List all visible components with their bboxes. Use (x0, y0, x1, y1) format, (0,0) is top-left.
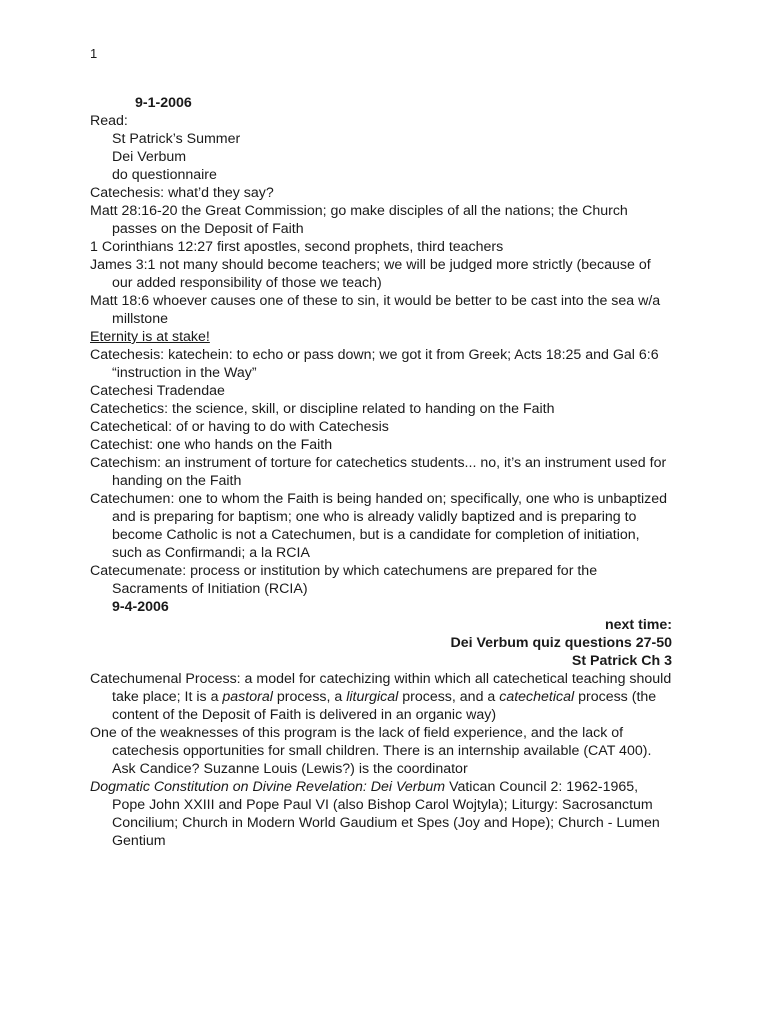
note-entry: 1 Corinthians 12:27 first apostles, second prophets, third teachers (90, 239, 504, 255)
definition-entry: Catecumenate: process or institution by which catechumens are prepared for the Sacraments of Initiation (RCIA) (90, 563, 598, 597)
italic-term: pastoral (222, 689, 273, 705)
note-entry: One of the weaknesses of this program is the lack of field experience, and the lack of catechesis opportunities for small children. There is an internship available (CAT 400). Ask Candice? Suzanne Louis (Lewis?) is the coordinator (90, 725, 652, 777)
definition-entry: Catechesis: katechein: to echo or pass down; we got it from Greek; Acts 18:25 and Gal 6:6 “instruction in the Way” (90, 347, 659, 381)
entry-text: process, a (272, 689, 347, 705)
page-number: 1 (90, 46, 98, 61)
definition-entry: Catechumen: one to whom the Faith is being handed on; specifically, one who is unbaptized and is preparing for baptism; one who is already validly baptized and is preparing to become Catholic is not a Catechumen, but is a candidate for completion of initiation, such as Confirmandi; a la RCIA (90, 491, 668, 561)
note-line: Catechesis: what’d they say? (90, 185, 274, 201)
entry-text: process (the content of the Deposit of Faith is delivered in an organic way) (112, 689, 657, 723)
definition-entry: Catechism: an instrument of torture for catechetics students... no, it’s an instrument used for handing on the Faith (90, 455, 667, 489)
reading-item: do questionnaire (112, 167, 217, 183)
italic-title: Dogmatic Constitution on Divine Revelation: Dei Verbum (90, 779, 446, 795)
note-entry: James 3:1 not many should become teachers; we will be judged more strictly (because of our added responsibility of those we teach) (90, 257, 651, 291)
entry-text: process, and a (398, 689, 500, 705)
date-heading: 9-4-2006 (112, 599, 169, 615)
reading-item: St Patrick’s Summer (112, 131, 241, 147)
italic-term: catechetical (499, 689, 575, 705)
entry-text: Catechumenal Process: a model for catechizing within which all catechetical teaching should take place; It is a (90, 671, 672, 705)
note-line: Catechesi Tradendae (90, 383, 225, 399)
next-time-chapter: St Patrick Ch 3 (571, 653, 672, 669)
next-time-label: next time: (604, 617, 672, 633)
note-entry: Matt 28:16-20 the Great Commission; go make disciples of all the nations; the Church passes on the Deposit of Faith (90, 203, 628, 237)
note-entry (90, 778, 672, 850)
notes-body (90, 94, 672, 850)
date-heading: 9-1-2006 (135, 95, 192, 111)
definition-entry: Catechist: one who hands on the Faith (90, 437, 333, 453)
next-time-quiz: Dei Verbum quiz questions 27-50 (450, 635, 672, 651)
reading-item: Dei Verbum (112, 149, 187, 165)
note-entry: Matt 18:6 whoever causes one of these to sin, it would be better to be cast into the sea w/a millstone (90, 293, 661, 327)
entry-text: Vatican Council 2: 1962-1965, Pope John XXIII and Pope Paul VI (also Bishop Carol Wojtyla); Liturgy: Sacrosanctum Concilium; Church in Modern World Gaudium et Spes (Joy and Hope); Church - Lumen Gentium (112, 779, 660, 849)
definition-entry: Catechetical: of or having to do with Catechesis (90, 419, 389, 435)
read-heading: Read: (90, 113, 128, 129)
definition-entry (90, 670, 672, 724)
definition-entry: Catechetics: the science, skill, or discipline related to handing on the Faith (90, 401, 555, 417)
emphasis-line: Eternity is at stake! (90, 329, 210, 345)
italic-term: liturgical (346, 689, 399, 705)
